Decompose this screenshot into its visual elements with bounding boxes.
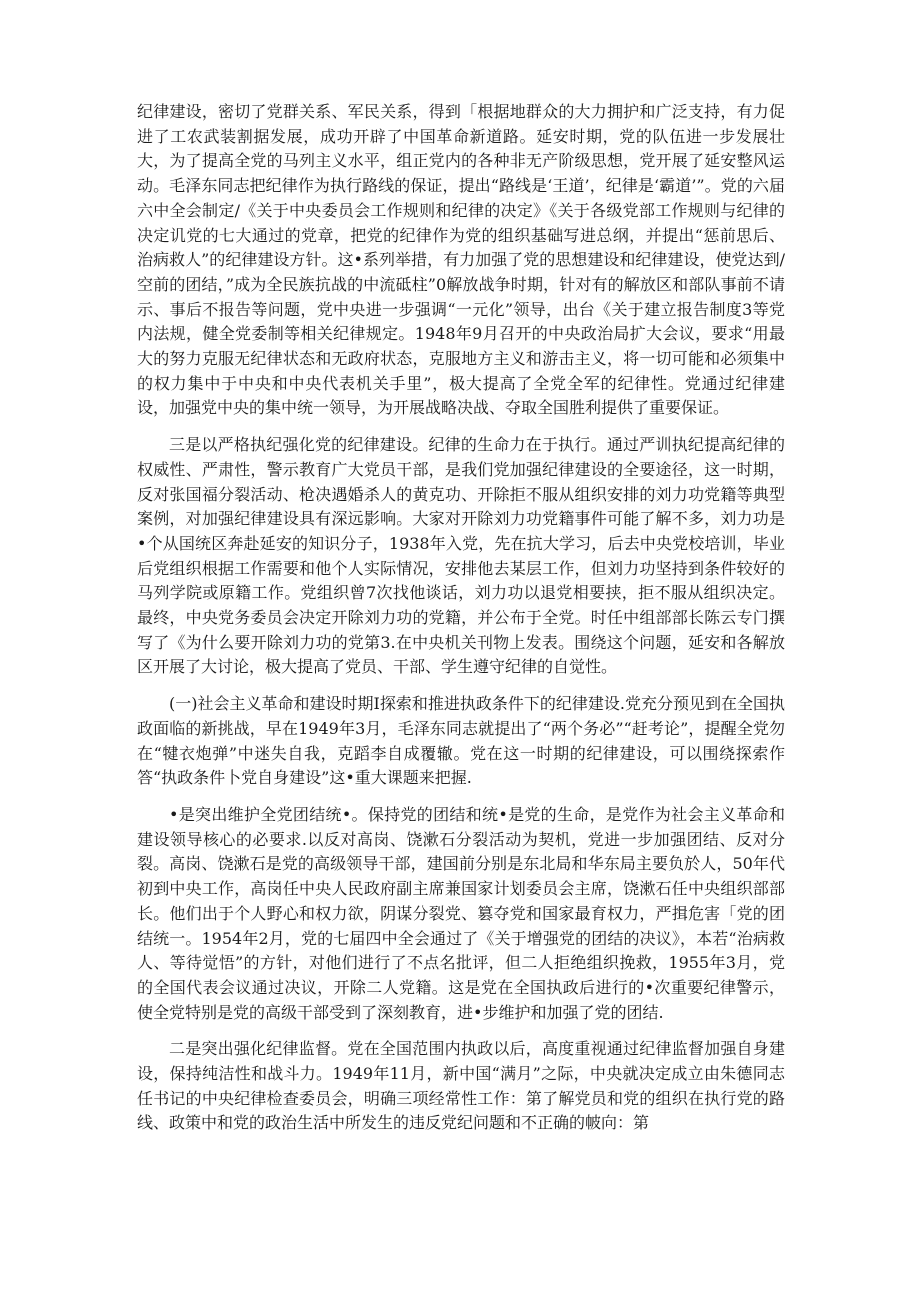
paragraph-5: 二是突出强化纪律监督。党在全国范围内执政以后，高度重视通过纪律监督加强自身建设，保持纯洁性和战斗力。1949年11月，新中国“满月”之际，中央就决定成立由朱德同志任书记的中央纪律检查委员会，明确三项经常性工作：第了解党员和党的组织在执行党的路线、政策中和党的政治生活中所发生的违反党纪问题和不正确的帔向：第 — [137, 1039, 785, 1133]
paragraph-4: •是突出维护全党团结统•。保持党的团结和统•是党的生命，是党作为社会主义革命和建设领导核心的必要求.以反对高岗、饶漱石分裂活动为契机，党进一步加强团结、反对分裂。高岗、饶漱石是党的高级领导干部，建国前分别是东北局和华东局主要负於人，50年代初到中央工作，高岗任中央人民政府副主席兼国家计划委员会主席，饶漱石任中央组织部部长。他们出于个人野心和权力欲，阴谋分裂党、篡夺党和国家最育权力，严揖危害「党的团结统一。1954年2月，党的七届四中全会通过了《关于增强党的团结的决议》，本若“治病救人、等待觉悟”的方针，对他们进行了不点名批评，但二人拒绝组织挽救，1955年3月，党的全国代表会议通过决议，开除二人党籍。这是党在全国执政后进行的•次重要纪律警示，使全党特别是党的高级干部受到了深刻教育，进•步维护和加强了党的团结. — [137, 804, 785, 1022]
document-page — [137, 100, 785, 1136]
paragraph-3: (一)社会主义革命和建设时期I探索和推进执政条件下的纪律建设.党充分预见到在全国执政面临的新挑战，早在1949年3月，毛泽东同志就提出了“两个务必”“赶考论”，提醒全党勿在“犍衣炮弹”中迷失自我，克蹈李自成覆辙。党在这一时期的纪律建设，可以围绕探索作答“执政条件卜党自身建设”这•重大课题来把握. — [137, 694, 785, 788]
paragraph-1: 纪律建设，密切了党群关系、军民关系，得到「根据地群众的大力拥护和广泛支持，有力促进了工农武装割据发展，成功开辟了中国革命新道路。延安时期，党的队伍进一步发展壮大，为了提高全党的马列主义水平，组正党内的各种非无产阶级思想，党开展了延安整风运动。毛泽东同志把纪律作为执行路线的保证，提出“路线是‘王道’，纪律是‘霸道’”。党的六届六中全会制定/《关于中央委员会工作规则和纪律的决定》《关于各级党部工作规则与纪律的决定讥党的七大通过的党章，把党的纪律作为党的组织基础写进总纲，并提出“惩前思后、治病救人”的纪律建设方针。这•系列举措，有力加强了党的思想建设和纪律建设，使党达到/空前的团结，”成为全民族抗战的中流砥柱”0解放战争时期，针对有的解放区和部队事前不请示、事后不报告等问题，党中央进一步强调“一元化”领导，出台《关于建立报告制度3等党内法规，健全党委制等相关纪律规定。1948年9月召开的中央政治局扩大会议，要求“用最大的努力克服无纪律状态和无政府状态，克服地方主义和游击主义，将一切可能和必须集中的权力集中于中央和中央代表机关手里”，极大提高了全党全军的纪律性。党通过纪律建设，加强党中央的集中统一领导，为开展战略决战、夺取全国胜利提供了重要保证。 — [137, 102, 785, 418]
paragraph-2: 三是以严格执纪强化党的纪律建设。纪律的生命力在于执行。通过严训执纪提高纪律的权威性、严肃性，警示教育广大党员干部，是我们党加强纪律建设的全要途径，这一时期，反对张国福分裂活动、枪决遇婚杀人的黄克功、开除拒不服从组织安排的刘力功党籍等典型案例，对加强纪律建设具有深远影响。大家对开除刘力功党籍事件可能了解不多，刘力功是•个从国统区奔赴延安的知识分子，1938年入党，先在抗大学习，后去中央党校培训，毕业后党组织根据工作需要和他个人实际情况，安排他去某层工作，但刘力功坚持到条件较好的马列学院或原籍工作。党组织曾7次找他谈话，刘力功以退党相要挟，拒不服从组织决定。最终，中央党务委员会决定开除刘力功的党籍，并公布于全党。时任中组部部长陈云专门撰写了《为什么要开除刘力功的党第3.在中央机关刊物上发表。围绕这个问题，延安和各解放区开展了大讨论，极大提高了党员、干部、学生遵守纪律的自觉性。 — [137, 435, 785, 677]
